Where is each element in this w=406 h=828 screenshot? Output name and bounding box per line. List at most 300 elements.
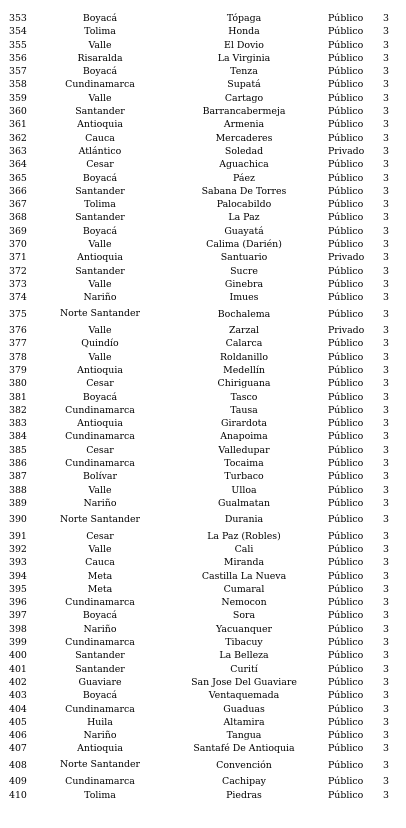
- municipality-cell: Girardota: [220, 418, 268, 430]
- category-cell: 3: [383, 351, 389, 363]
- department-cell: Santander: [75, 185, 125, 197]
- table-row: [0, 324, 406, 337]
- row-number: 363: [9, 145, 27, 157]
- sector-cell: Público: [328, 690, 364, 702]
- municipality-cell: Sucre: [230, 265, 258, 277]
- municipality-cell: El Dovio: [224, 39, 264, 51]
- category-cell: 3: [383, 471, 389, 483]
- municipality-cell: Honda: [228, 26, 260, 38]
- department-cell: Valle: [88, 39, 112, 51]
- category-cell: 3: [383, 676, 389, 688]
- table-row: [0, 609, 406, 622]
- table-row: [0, 265, 406, 278]
- row-number: 395: [9, 583, 27, 595]
- municipality-cell: Tibacuy: [225, 637, 263, 649]
- category-cell: 3: [383, 570, 389, 582]
- municipality-cell: Durania: [224, 514, 264, 526]
- sector-cell: Público: [328, 106, 364, 118]
- table-row: [0, 132, 406, 145]
- table-row: [0, 391, 406, 404]
- category-cell: 3: [383, 66, 389, 78]
- row-number: 353: [9, 13, 27, 24]
- row-number: 396: [9, 597, 27, 609]
- department-cell: Boyacá: [82, 172, 118, 184]
- sector-cell: Público: [328, 743, 364, 755]
- municipality-cell: San Jose Del Guaviare: [191, 676, 297, 688]
- department-cell: Tolima: [84, 26, 116, 38]
- category-cell: 3: [383, 663, 389, 675]
- sector-cell: Público: [328, 378, 364, 390]
- row-number: 367: [9, 199, 27, 211]
- municipality-cell: Supatá: [227, 79, 261, 91]
- category-cell: 3: [383, 239, 389, 251]
- row-number: 368: [9, 212, 27, 224]
- row-number: 392: [9, 543, 27, 555]
- sector-cell: Público: [328, 543, 364, 555]
- municipality-cell: Tausa: [230, 404, 258, 416]
- row-number: 403: [9, 690, 27, 702]
- municipality-cell: Armenia: [223, 119, 265, 131]
- table-row: [0, 278, 406, 291]
- row-number: 391: [9, 530, 27, 542]
- municipality-cell: La Paz (Robles): [207, 530, 281, 542]
- department-cell: Santander: [75, 106, 125, 118]
- sector-cell: Público: [328, 92, 364, 104]
- category-cell: 3: [383, 79, 389, 91]
- municipality-cell: Imues: [229, 292, 259, 304]
- sector-cell: Público: [328, 26, 364, 38]
- row-number: 364: [9, 159, 27, 171]
- table-row: [0, 225, 406, 238]
- municipality-cell: Sabana De Torres: [201, 185, 287, 197]
- sector-cell: Público: [328, 418, 364, 430]
- department-cell: Cesar: [86, 378, 114, 390]
- sector-cell: Público: [328, 497, 364, 509]
- table-row: [0, 756, 406, 776]
- row-number: 407: [9, 743, 27, 755]
- category-cell: 3: [383, 278, 389, 290]
- row-number: 379: [9, 364, 27, 376]
- municipality-cell: Cachipay: [222, 776, 266, 788]
- department-cell: Meta: [87, 583, 113, 595]
- table-row: [0, 556, 406, 569]
- table-row: [0, 676, 406, 689]
- category-cell: 3: [383, 431, 389, 443]
- department-cell: Boyacá: [82, 391, 118, 403]
- sector-cell: Público: [328, 52, 364, 64]
- row-number: 366: [9, 185, 27, 197]
- row-number: 406: [9, 730, 27, 742]
- sector-cell: Público: [328, 292, 364, 304]
- table-row: [0, 596, 406, 609]
- municipality-cell: Calarca: [225, 338, 263, 350]
- department-cell: Santander: [75, 663, 125, 675]
- sector-cell: Público: [328, 650, 364, 662]
- department-cell: Valle: [88, 351, 112, 363]
- table-row: [0, 351, 406, 364]
- category-cell: 3: [383, 132, 389, 144]
- table-row: [0, 25, 406, 38]
- category-cell: 3: [383, 789, 389, 801]
- table-row: [0, 145, 406, 158]
- table-row: [0, 211, 406, 224]
- municipality-cell: Aguachica: [219, 159, 269, 171]
- category-cell: 3: [383, 52, 389, 64]
- sector-cell: Público: [328, 458, 364, 469]
- row-number: 397: [9, 610, 27, 622]
- sector-cell: Público: [328, 364, 364, 376]
- row-number: 354: [9, 26, 27, 38]
- table-row: [0, 703, 406, 716]
- department-cell: Cauca: [85, 557, 115, 569]
- category-cell: 3: [383, 557, 389, 569]
- table-row: [0, 185, 406, 198]
- department-cell: Bolívar: [83, 471, 117, 483]
- category-cell: 3: [383, 716, 389, 728]
- municipality-cell: Chiriguana: [217, 378, 271, 390]
- sector-cell: Público: [328, 610, 364, 622]
- row-number: 374: [9, 292, 27, 304]
- category-cell: 3: [383, 484, 389, 496]
- row-number: 356: [9, 52, 27, 64]
- row-number: 362: [9, 132, 27, 144]
- sector-cell: Público: [328, 730, 364, 742]
- department-cell: Meta: [87, 570, 113, 582]
- municipality-cell: Castilla La Nueva: [201, 570, 287, 582]
- table-row: [0, 543, 406, 556]
- row-number: 388: [9, 484, 27, 496]
- row-number: 394: [9, 570, 27, 582]
- department-cell: Cauca: [85, 132, 115, 144]
- sector-cell: Público: [328, 703, 364, 715]
- sector-cell: Público: [328, 583, 364, 595]
- row-number: 401: [9, 663, 27, 675]
- municipality-cell: Nemocon: [221, 597, 267, 609]
- table-row: [0, 649, 406, 662]
- category-cell: 3: [383, 637, 389, 649]
- municipality-cell: Ulloa: [231, 484, 257, 496]
- category-cell: 3: [383, 759, 389, 771]
- row-number: 389: [9, 497, 27, 509]
- sector-cell: Privado: [328, 325, 365, 337]
- municipality-cell: Tocaima: [224, 458, 264, 469]
- municipality-cell: Medellín: [223, 364, 265, 376]
- table-row: [0, 158, 406, 171]
- category-cell: 3: [383, 308, 389, 320]
- municipality-cell: Ventaquemada: [208, 690, 280, 702]
- category-cell: 3: [383, 543, 389, 555]
- table-row: [0, 430, 406, 443]
- row-number: 373: [9, 278, 27, 290]
- category-cell: 3: [383, 610, 389, 622]
- department-cell: Risaralda: [77, 52, 123, 64]
- category-cell: 3: [383, 92, 389, 104]
- sector-cell: Público: [328, 172, 364, 184]
- category-cell: 3: [383, 225, 389, 237]
- category-cell: 3: [383, 265, 389, 277]
- department-cell: Cundinamarca: [65, 458, 135, 469]
- table-row: [0, 457, 406, 470]
- row-number: 378: [9, 351, 27, 363]
- sector-cell: Público: [328, 557, 364, 569]
- row-number: 385: [9, 444, 27, 456]
- municipality-cell: La Belleza: [219, 650, 269, 662]
- department-cell: Antioquia: [77, 252, 123, 264]
- sector-cell: Público: [328, 484, 364, 496]
- category-cell: 3: [383, 39, 389, 51]
- category-cell: 3: [383, 597, 389, 609]
- row-number: 359: [9, 92, 27, 104]
- category-cell: 3: [383, 458, 389, 469]
- table-row: [0, 510, 406, 530]
- category-cell: 3: [383, 743, 389, 755]
- row-number: 355: [9, 39, 27, 51]
- category-cell: 3: [383, 703, 389, 715]
- sector-cell: Público: [328, 776, 364, 788]
- municipality-cell: Cali: [234, 543, 254, 555]
- table-row: [0, 65, 406, 78]
- municipality-cell: Cartago: [224, 92, 264, 104]
- sector-cell: Público: [328, 278, 364, 290]
- sector-cell: Público: [328, 265, 364, 277]
- table-row: [0, 337, 406, 350]
- table-row: [0, 663, 406, 676]
- row-number: 408: [9, 759, 27, 771]
- sector-cell: Público: [328, 471, 364, 483]
- table-row: [0, 444, 406, 457]
- sector-cell: Público: [328, 789, 364, 801]
- table-row: [0, 39, 406, 52]
- category-cell: 3: [383, 776, 389, 788]
- category-cell: 3: [383, 13, 389, 24]
- sector-cell: Público: [328, 716, 364, 728]
- row-number: 404: [9, 703, 27, 715]
- table-row: [0, 251, 406, 264]
- sector-cell: Público: [328, 119, 364, 131]
- department-cell: Cundinamarca: [65, 703, 135, 715]
- municipality-cell: Piedras: [226, 789, 262, 801]
- table-row: [0, 78, 406, 91]
- row-number: 381: [9, 391, 27, 403]
- row-number: 380: [9, 378, 27, 390]
- sector-cell: Público: [328, 13, 364, 24]
- municipality-cell: Santafé De Antioquia: [193, 743, 295, 755]
- row-number: 402: [9, 676, 27, 688]
- municipality-cell: Anapoima: [220, 431, 268, 443]
- sector-cell: Público: [328, 239, 364, 251]
- municipality-cell: Tópaga: [226, 13, 262, 24]
- row-number: 383: [9, 418, 27, 430]
- category-cell: 3: [383, 172, 389, 184]
- category-cell: 3: [383, 623, 389, 635]
- department-cell: Norte Santander: [59, 308, 141, 320]
- category-cell: 3: [383, 497, 389, 509]
- category-cell: 3: [383, 252, 389, 264]
- table-row: [0, 636, 406, 649]
- row-number: 365: [9, 172, 27, 184]
- table-row: [0, 238, 406, 251]
- table-row: [0, 484, 406, 497]
- department-cell: Antioquia: [77, 743, 123, 755]
- sector-cell: Público: [328, 308, 364, 320]
- municipality-cell: Gualmatan: [218, 497, 270, 509]
- category-cell: 3: [383, 26, 389, 38]
- department-cell: Nariño: [83, 730, 117, 742]
- category-cell: 3: [383, 212, 389, 224]
- municipality-cell: Altamira: [223, 716, 265, 728]
- row-number: 371: [9, 252, 27, 264]
- municipality-cell: Yacuanquer: [215, 623, 273, 635]
- sector-cell: Público: [328, 391, 364, 403]
- sector-cell: Público: [328, 597, 364, 609]
- row-number: 409: [9, 776, 27, 788]
- department-cell: Antioquia: [77, 119, 123, 131]
- sector-cell: Público: [328, 185, 364, 197]
- sector-cell: Público: [328, 212, 364, 224]
- table-row: [0, 105, 406, 118]
- category-cell: 3: [383, 364, 389, 376]
- department-cell: Santander: [75, 650, 125, 662]
- department-cell: Valle: [88, 325, 112, 337]
- department-cell: Nariño: [83, 623, 117, 635]
- sector-cell: Público: [328, 199, 364, 211]
- row-number: 376: [9, 325, 27, 337]
- department-cell: Cundinamarca: [65, 597, 135, 609]
- row-number: 372: [9, 265, 27, 277]
- table-row: [0, 291, 406, 304]
- municipality-cell: Barrancabermeja: [202, 106, 286, 118]
- row-number: 361: [9, 119, 27, 131]
- sector-cell: Público: [328, 431, 364, 443]
- sector-cell: Público: [328, 351, 364, 363]
- municipality-cell: Tasco: [230, 391, 258, 403]
- row-number: 398: [9, 623, 27, 635]
- municipality-cell: Ginebra: [224, 278, 264, 290]
- municipality-cell: Cumaral: [223, 583, 265, 595]
- municipality-cell: Convención: [216, 759, 272, 771]
- department-cell: Cundinamarca: [65, 404, 135, 416]
- table-row: [0, 570, 406, 583]
- department-cell: Valle: [88, 92, 112, 104]
- table-row: [0, 198, 406, 211]
- category-cell: 3: [383, 650, 389, 662]
- category-cell: 3: [383, 292, 389, 304]
- department-cell: Boyacá: [82, 13, 118, 24]
- department-cell: Cundinamarca: [65, 637, 135, 649]
- table-row: [0, 118, 406, 131]
- row-number: 390: [9, 514, 27, 526]
- department-cell: Nariño: [83, 292, 117, 304]
- municipality-cell: Páez: [233, 172, 255, 184]
- category-cell: 3: [383, 583, 389, 595]
- row-number: 399: [9, 637, 27, 649]
- category-cell: 3: [383, 338, 389, 350]
- sector-cell: Público: [328, 530, 364, 542]
- table-row: [0, 52, 406, 65]
- row-number: 358: [9, 79, 27, 91]
- category-cell: 3: [383, 391, 389, 403]
- sector-cell: Público: [328, 759, 364, 771]
- department-cell: Cesar: [86, 530, 114, 542]
- department-cell: Norte Santander: [59, 513, 141, 525]
- category-cell: 3: [383, 730, 389, 742]
- table-row: [0, 497, 406, 510]
- municipality-cell: Santuario: [220, 252, 268, 264]
- department-cell: Tolima: [84, 199, 116, 211]
- municipality-cell: Roldanillo: [220, 351, 268, 363]
- row-number: 357: [9, 66, 27, 78]
- category-cell: 3: [383, 404, 389, 416]
- municipality-cell: La Paz: [228, 212, 260, 224]
- table-row: [0, 364, 406, 377]
- category-cell: 3: [383, 530, 389, 542]
- table-row: [0, 583, 406, 596]
- table-row: [0, 377, 406, 390]
- sector-cell: Público: [328, 444, 364, 456]
- table-row: [0, 417, 406, 430]
- municipality-cell: La Virginia: [217, 52, 271, 64]
- category-cell: 3: [383, 106, 389, 118]
- municipality-cell: Mercaderes: [215, 132, 273, 144]
- department-cell: Valle: [88, 484, 112, 496]
- municipality-cell: Sora: [232, 610, 256, 622]
- department-cell: Huila: [87, 716, 113, 728]
- department-cell: Quindío: [81, 338, 119, 350]
- department-cell: Tolima: [84, 789, 116, 801]
- row-number: 393: [9, 557, 27, 569]
- municipality-cell: Turbaco: [224, 471, 264, 483]
- row-number: 370: [9, 239, 27, 251]
- row-number: 369: [9, 225, 27, 237]
- category-cell: 3: [383, 378, 389, 390]
- municipality-cell: Palocabildo: [216, 199, 272, 211]
- institution-table: [0, 12, 406, 802]
- sector-cell: Público: [328, 225, 364, 237]
- sector-cell: Privado: [328, 145, 365, 157]
- department-cell: Boyacá: [82, 610, 118, 622]
- department-cell: Cesar: [86, 159, 114, 171]
- sector-cell: Público: [328, 570, 364, 582]
- sector-cell: Público: [328, 514, 364, 526]
- row-number: 400: [9, 650, 27, 662]
- municipality-cell: Calima (Darién): [206, 239, 282, 251]
- sector-cell: Público: [328, 676, 364, 688]
- row-number: 375: [9, 308, 27, 320]
- department-cell: Guaviare: [78, 676, 122, 688]
- municipality-cell: Tenza: [230, 66, 258, 78]
- sector-cell: Público: [328, 159, 364, 171]
- municipality-cell: Miranda: [223, 557, 265, 569]
- municipality-cell: Valledupar: [218, 444, 270, 456]
- sector-cell: Público: [328, 663, 364, 675]
- department-cell: Nariño: [83, 497, 117, 509]
- table-row: [0, 729, 406, 742]
- municipality-cell: Bochalema: [217, 308, 271, 320]
- row-number: 410: [9, 789, 27, 801]
- sector-cell: Público: [328, 623, 364, 635]
- department-cell: Cundinamarca: [65, 776, 135, 788]
- row-number: 360: [9, 106, 27, 118]
- sector-cell: Público: [328, 338, 364, 350]
- table-row: [0, 775, 406, 788]
- table-row: [0, 530, 406, 543]
- table-row: [0, 689, 406, 702]
- table-row: [0, 12, 406, 25]
- category-cell: 3: [383, 145, 389, 157]
- row-number: 386: [9, 458, 27, 469]
- row-number: 377: [9, 338, 27, 350]
- department-cell: Atlántico: [78, 145, 122, 157]
